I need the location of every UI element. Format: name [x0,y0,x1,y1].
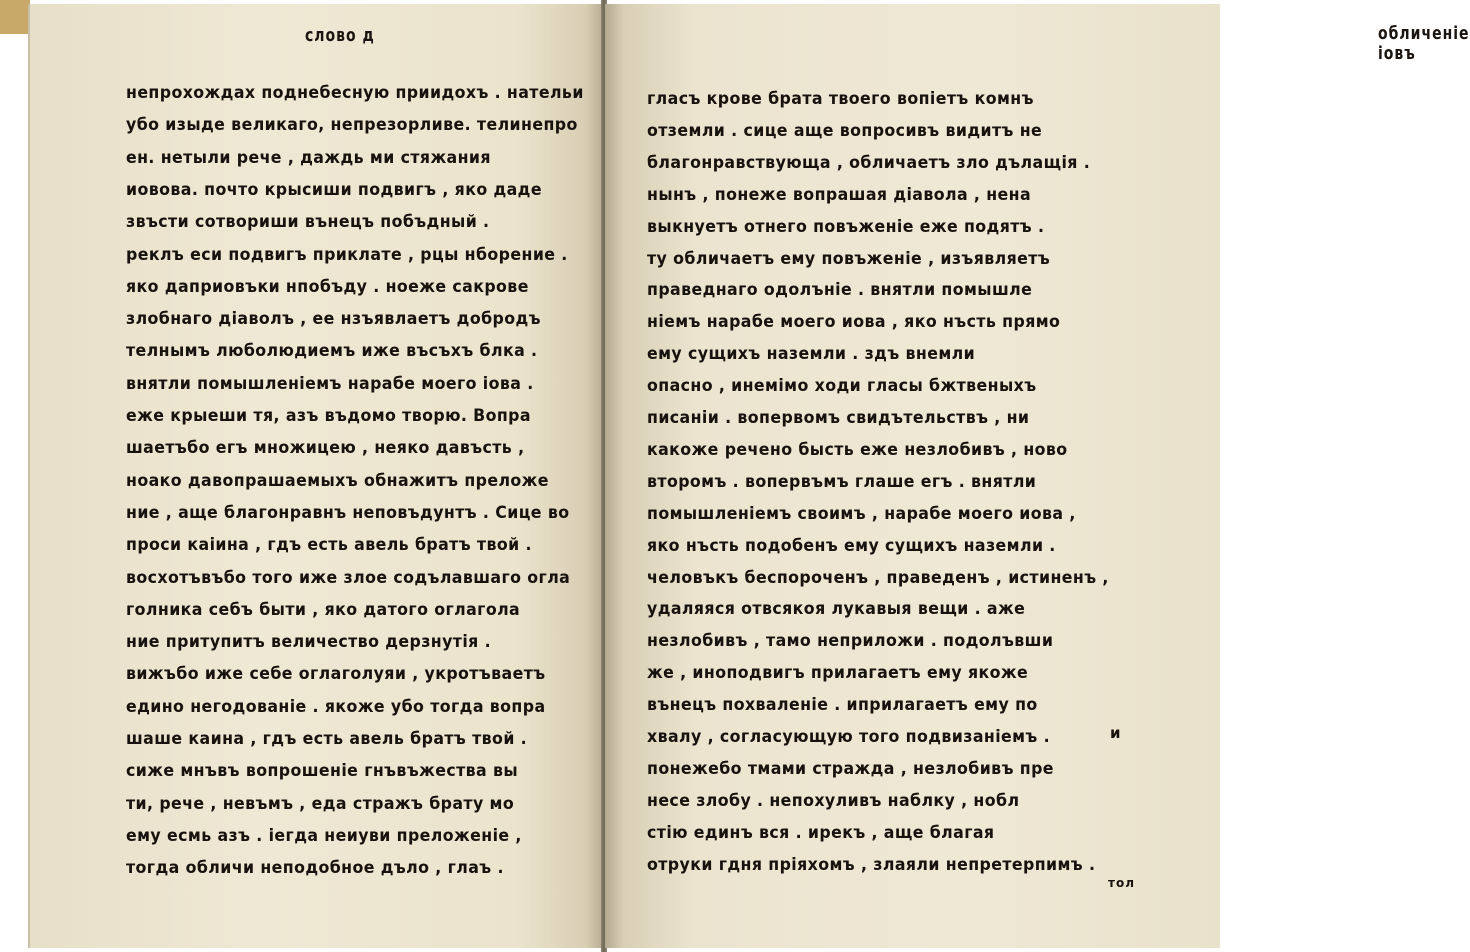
text-line: тогда обличи неподобное дъло , глаъ . [126,858,504,879]
text-line: ти, рече , невъмъ , еда стражъ брату мо [126,794,515,814]
text-line: голника себъ быти , яко датого оглагола [126,600,521,621]
text-line: понежебо тмами стражда , незлобивъ пре [647,759,1054,780]
text-line: стiю единъ вся . ирекъ , аще благая [647,823,995,843]
text-line: внятли помышленiемъ нарабе моего iова . [126,374,534,394]
text-line: убо изыде великаго, непрезорливе. телинепро [126,116,578,136]
text-line: проси каiина , гдъ есть авель братъ твой . [126,535,532,556]
text-line: гласъ крове брата твоего вопiетъ комнъ [647,89,1034,110]
text-line: ние , аще благонравнъ неповъдунтъ . Сице во [126,503,570,524]
text-line: какоже речено бысть еже незлобивъ , ново [647,440,1068,461]
text-line: едино негодованiе . якоже убо тогда вопра [126,697,546,717]
text-line: злобнаго дiаволъ , ее нзъявлаетъ добродъ [126,309,541,330]
text-line: незлобивъ , тамо неприложи . подолъвши [647,632,1054,652]
text-line: писанiи . вопервомъ свидътельствъ , ни [647,408,1030,429]
text-line: человъкъ беспороченъ , праведенъ , истиненъ , [647,568,1109,588]
text-line: ту обличаетъ ему повъженiе , изъявляетъ [647,249,1051,269]
text-line: несе злобу . непохуливъ наблку , нобл [647,791,1020,812]
text-line: отземли . сице аще вопросивъ видитъ не [647,121,1043,142]
catchword: тол [1108,876,1135,890]
text-line: второмъ . вопервъмъ глаше егъ . внятли [647,472,1037,493]
page-corner-tab [0,0,30,34]
left-page [28,4,603,948]
text-line: ему есмь азъ . iегда неиуви преложенiе , [126,826,522,847]
text-line: еже крыеши тя, азъ въдомо творю. Вопра [126,406,531,427]
text-line: нынъ , понеже вопрашая дiавола , нена [647,185,1032,205]
left-page-header: слово д [305,26,375,46]
text-line: нiемъ нарабе моего иова , яко нъсть прямо [647,313,1061,333]
text-line: восхотъвъбо того иже злое содълавшаго огла [126,568,571,588]
text-line: праведнаго одолънiе . внятли помышле [647,281,1033,301]
text-line: яко даприовъки нпобъду . ноеже сакрове [126,277,529,298]
text-line: ему сущихъ наземли . здъ внемли [647,344,976,365]
text-line: вънецъ похваленiе . иприлагаетъ ему по [647,695,1038,716]
text-line: непрохождах поднебесную приидохъ . нательи [126,83,584,104]
right-page-header: обличенiе iовъ [1378,24,1470,64]
right-page [605,4,1470,948]
text-line: шаетъбо егъ множицею , неяко давъсть , [126,439,525,459]
text-line: сиже мнъвъ вопрошенiе гнъвъжества вы [126,762,519,782]
text-line: шаше каина , гдъ есть авель братъ твой . [126,729,528,750]
text-line: ние притупитъ величество дерзнутiя . [126,632,492,653]
text-line: вижъбо иже себе оглаголуяи , укротъваетъ [126,665,546,685]
text-line: удаляяся отвсякоя лукавыя вещи . аже [647,600,1026,620]
text-line: иовова. почто крысиши подвигъ , яко даде [126,180,542,201]
text-line: хвалу , согласующую того подвизанiемъ . [647,727,1051,748]
text-line: помышленiемъ своимъ , нарабе моего иова , [647,504,1076,524]
text-line: ен. нетыли рече , даждь ми стяжания [126,148,491,168]
text-line: же , иноподвигъ прилагаетъ ему якоже [647,663,1029,684]
text-line: выкнуетъ отнего повъженiе еже подятъ . [647,217,1045,237]
text-line: благонравствующа , обличаетъ зло дълащiя . [647,153,1091,174]
text-line: звъсти сотвориши вънецъ побъдный . [126,212,490,233]
text-line: ноако давопрашаемыхъ обнажитъ преложе [126,471,549,491]
text-line: опасно , инемiмо ходи гласы бжтвеныхъ [647,376,1037,397]
text-line: реклъ еси подвигъ приклате , рцы нборение . [126,245,568,265]
margin-note: и [1110,724,1121,742]
text-line: телнымъ люболюдиемъ иже въсъхъ блка . [126,342,538,362]
text-line: яко нъсть подобенъ ему сущихъ наземли . [647,536,1056,556]
text-line: отруки гдня прiяхомъ , злаяли непретерпимъ . [647,855,1096,875]
